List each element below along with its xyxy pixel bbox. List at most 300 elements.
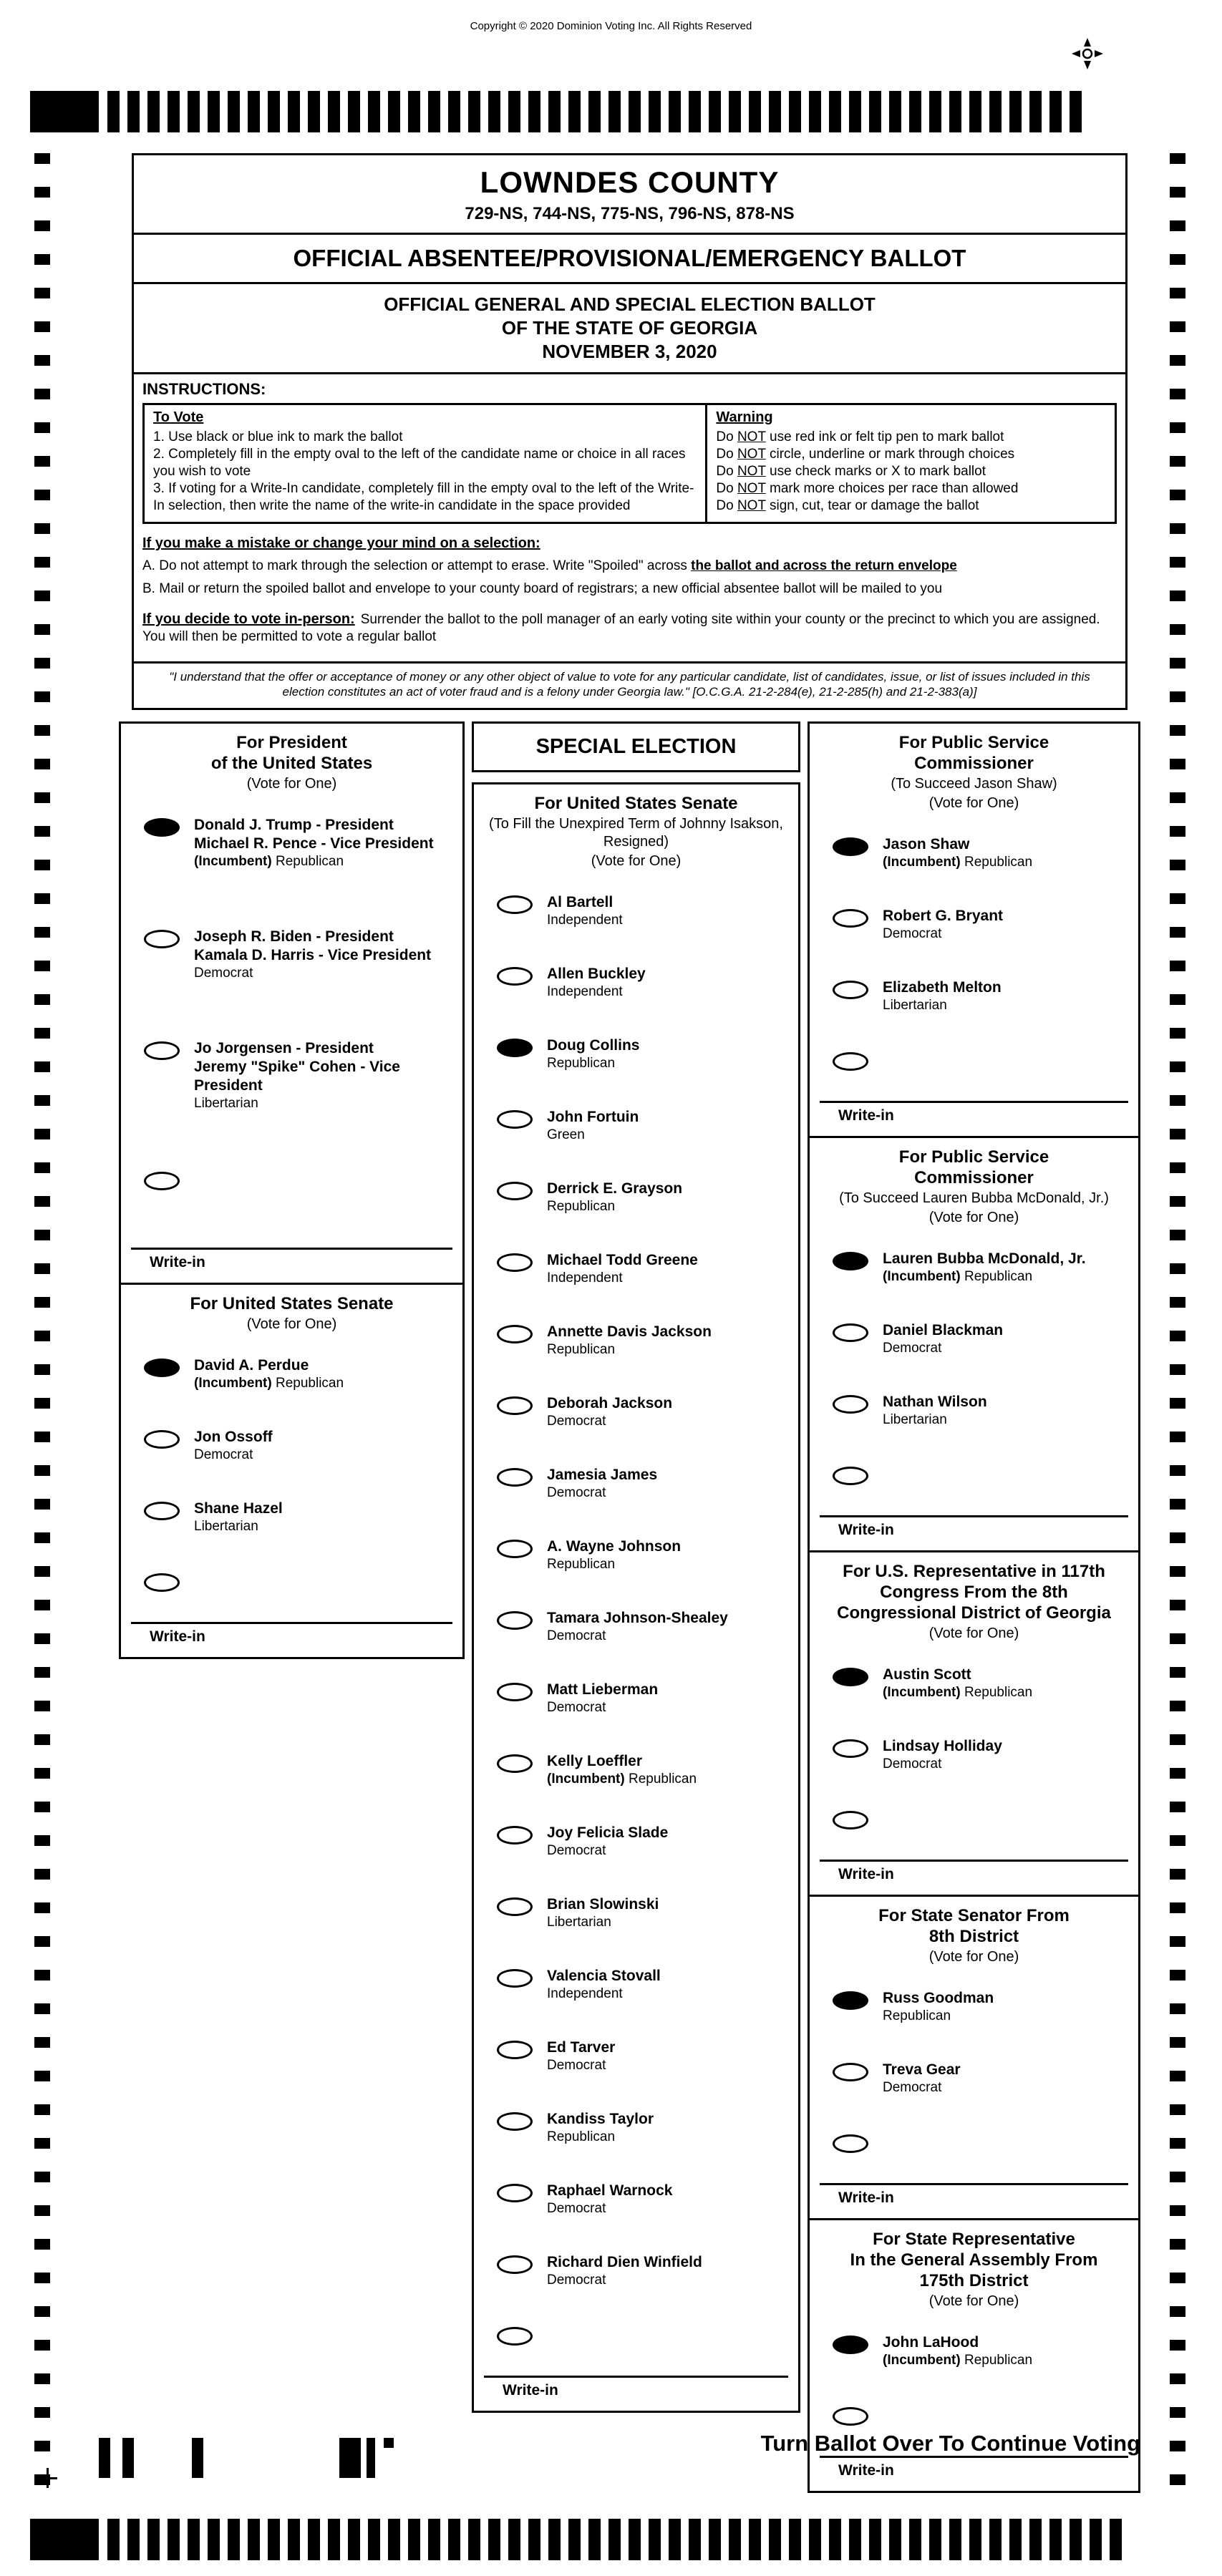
timing-mark <box>1170 1432 1185 1442</box>
timing-mark <box>689 2519 701 2560</box>
candidate-party: Democrat <box>547 1485 606 1500</box>
vote-for-label: (Vote for One) <box>928 1949 1019 1965</box>
timing-mark <box>288 2519 300 2560</box>
candidate-text <box>883 907 1003 943</box>
empty-oval[interactable] <box>497 1683 533 1701</box>
candidate-row <box>810 1321 1138 1357</box>
candidate-row <box>810 1737 1138 1773</box>
contest-columns <box>119 721 1140 2493</box>
empty-oval[interactable] <box>497 1468 533 1487</box>
candidate-party: Libertarian <box>194 1096 258 1111</box>
timing-mark <box>528 2519 540 2560</box>
timing-mark <box>34 691 50 702</box>
timing-mark <box>709 2519 721 2560</box>
candidate-name: Austin Scott <box>883 1666 971 1683</box>
timing-mark <box>408 2519 420 2560</box>
candidate-name: Jeremy "Spike" Cohen - Vice President <box>194 1059 400 1094</box>
empty-oval[interactable] <box>144 1430 180 1449</box>
candidate-name: Joseph R. Biden - President <box>194 928 394 945</box>
timing-mark <box>268 91 280 132</box>
write-in-oval[interactable] <box>833 1052 868 1071</box>
write-in-oval[interactable] <box>497 2327 533 2346</box>
contest-title-line: of the United States <box>210 754 373 773</box>
candidate-row <box>810 907 1138 943</box>
candidate-name: Annette Davis Jackson <box>547 1323 712 1340</box>
timing-mark <box>1170 2205 1185 2216</box>
candidate-text <box>883 1393 987 1429</box>
candidate-name: Deborah Jackson <box>547 1395 673 1411</box>
empty-oval[interactable] <box>497 1754 533 1773</box>
timing-mark <box>1170 153 1185 164</box>
candidate-row <box>810 1989 1138 2025</box>
candidate-party: Republican <box>547 1557 616 1572</box>
timing-mark <box>368 2519 380 2560</box>
write-in-area[interactable] <box>484 2376 788 2408</box>
timing-mark <box>869 91 881 132</box>
marked-oval[interactable] <box>833 1991 868 2010</box>
write-in-oval[interactable] <box>833 1811 868 1829</box>
candidate-row <box>810 978 1138 1014</box>
empty-oval[interactable] <box>144 1041 180 1060</box>
timing-mark <box>188 91 200 132</box>
timing-mark <box>34 658 50 669</box>
candidate-name: Allen Buckley <box>547 966 646 982</box>
timing-mark <box>1170 691 1185 702</box>
timing-mark <box>388 2519 400 2560</box>
timing-mark <box>34 860 50 870</box>
to-vote-item: 1. Use black or blue ink to mark the ballot <box>153 429 403 444</box>
code-mark <box>192 2438 203 2478</box>
timing-mark <box>1170 1768 1185 1779</box>
timing-mark <box>1170 2340 1185 2351</box>
candidate-name: Doug Collins <box>547 1037 640 1054</box>
timing-mark <box>428 2519 440 2560</box>
candidate-party: (Incumbent) Republican <box>194 1376 344 1391</box>
timing-mark <box>34 1061 50 1072</box>
timing-mark <box>1170 2407 1185 2418</box>
empty-oval[interactable] <box>497 1182 533 1200</box>
timing-mark <box>34 2037 50 2048</box>
timing-mark <box>1170 1532 1185 1543</box>
timing-mark <box>548 91 561 132</box>
timing-mark <box>1170 220 1185 231</box>
timing-mark <box>34 2003 50 2014</box>
contest-header-block <box>121 1285 462 1333</box>
empty-oval[interactable] <box>497 895 533 914</box>
timing-mark <box>989 91 1002 132</box>
timing-mark <box>729 2519 741 2560</box>
timing-mark <box>1170 1230 1185 1240</box>
candidate-party: Libertarian <box>194 1519 258 1534</box>
candidate-text <box>547 1609 728 1645</box>
warning-title: Warning <box>716 409 773 425</box>
candidate-text <box>194 1428 273 1464</box>
timing-mark <box>34 2340 50 2351</box>
timing-mark <box>34 590 50 601</box>
timing-mark <box>34 2071 50 2081</box>
contest-title-line: For State Senator From <box>878 1906 1070 1925</box>
write-in-area[interactable] <box>820 2456 1128 2488</box>
candidate-text <box>547 2038 615 2074</box>
timing-mark <box>1170 590 1185 601</box>
timing-mark <box>1170 1331 1185 1341</box>
timing-mark <box>849 2519 861 2560</box>
timing-mark <box>689 91 701 132</box>
timing-mark <box>909 91 921 132</box>
candidate-row <box>474 1967 798 2003</box>
contest-title-line: 8th District <box>928 1927 1019 1946</box>
write-in-area[interactable] <box>131 1248 452 1280</box>
timing-mark <box>208 2519 220 2560</box>
candidate-party: Independent <box>547 913 623 928</box>
timing-mark <box>789 2519 801 2560</box>
empty-oval[interactable] <box>833 909 868 928</box>
timing-mark <box>34 1835 50 1846</box>
candidate-party: Democrat <box>547 1414 606 1429</box>
candidate-text <box>883 2061 961 2096</box>
timing-mark <box>168 91 180 132</box>
timing-mark <box>1170 2071 1185 2081</box>
candidate-row <box>474 1537 798 1573</box>
timing-mark <box>34 2407 50 2418</box>
candidate-name: Russ Goodman <box>883 1990 994 2006</box>
timing-mark <box>1170 1465 1185 1476</box>
timing-mark <box>34 2441 50 2451</box>
timing-mark <box>1170 1600 1185 1610</box>
timing-mark <box>749 91 761 132</box>
contest-title-line: For U.S. Representative in 117th <box>843 1562 1105 1581</box>
code-mark <box>339 2438 361 2478</box>
timing-mark <box>1170 860 1185 870</box>
timing-mark <box>34 1970 50 1980</box>
timing-mark <box>789 91 801 132</box>
candidate-name: Al Bartell <box>547 894 614 910</box>
candidate-row <box>474 1824 798 1860</box>
timing-mark <box>1170 2239 1185 2250</box>
empty-oval[interactable] <box>833 981 868 999</box>
to-vote-box <box>142 403 707 524</box>
timing-mark <box>348 91 360 132</box>
vote-for-label: (Vote for One) <box>928 1210 1019 1225</box>
candidate-row <box>810 1666 1138 1701</box>
marked-oval[interactable] <box>833 1252 868 1270</box>
candidate-name: Ed Tarver <box>547 2039 616 2056</box>
incumbent-label: (Incumbent) <box>883 1685 964 1700</box>
election-title-block <box>134 282 1125 372</box>
timing-mark <box>34 1398 50 1409</box>
contest-subtitle: (To Fill the Unexpired Term of Johnny Isakson, Resigned) <box>489 816 783 850</box>
timing-mark <box>34 1936 50 1947</box>
empty-oval[interactable] <box>497 2184 533 2202</box>
timing-mark <box>34 2474 50 2485</box>
candidate-text <box>547 1466 657 1502</box>
code-mark <box>367 2438 375 2478</box>
timing-mark <box>1049 2519 1062 2560</box>
empty-oval[interactable] <box>497 1396 533 1415</box>
special-election-header: SPECIAL ELECTION <box>472 721 800 772</box>
candidate-text <box>547 2110 654 2146</box>
candidate-name: Jamesia James <box>547 1467 658 1483</box>
timing-mark <box>1170 2273 1185 2283</box>
timing-mark <box>468 91 480 132</box>
timing-mark <box>34 2239 50 2250</box>
contest-title-line: For State Representative <box>873 2230 1075 2249</box>
marked-oval[interactable] <box>497 1039 533 1057</box>
candidate-text <box>547 2182 672 2217</box>
timing-mark <box>107 91 120 132</box>
candidate-party: Republican <box>547 1342 616 1357</box>
ballot-content <box>119 153 1140 2493</box>
empty-oval[interactable] <box>497 1826 533 1844</box>
candidate-party: Democrat <box>547 2058 606 2073</box>
incumbent-label: (Incumbent) <box>883 855 964 870</box>
candidate-party: Independent <box>547 984 623 999</box>
timing-mark <box>1090 2519 1102 2560</box>
timing-mark <box>869 2519 881 2560</box>
contest-title-line: Commissioner <box>914 1168 1034 1187</box>
timing-mark <box>34 1028 50 1039</box>
timing-mark <box>1170 1667 1185 1678</box>
empty-oval[interactable] <box>833 1739 868 1758</box>
timing-mark <box>34 321 50 332</box>
candidate-name: David A. Perdue <box>194 1357 309 1374</box>
candidate-name: Daniel Blackman <box>883 1322 1004 1338</box>
write-in-oval[interactable] <box>833 2134 868 2153</box>
timing-mark <box>1009 91 1022 132</box>
empty-oval[interactable] <box>497 1110 533 1129</box>
timing-mark <box>1170 927 1185 938</box>
timing-mark <box>408 91 420 132</box>
empty-oval[interactable] <box>144 1502 180 1520</box>
candidate-text <box>547 965 646 1001</box>
contest-subtitle: (To Succeed Lauren Bubba McDonald, Jr.) <box>839 1190 1109 1206</box>
election-title-line2: OF THE STATE OF GEORGIA <box>501 317 758 339</box>
in-person-instructions <box>142 611 1117 646</box>
timing-mark <box>328 91 340 132</box>
write-in-oval[interactable] <box>144 1573 180 1592</box>
incumbent-label: (Incumbent) <box>883 1269 964 1284</box>
contest-title-line: For United States Senate <box>190 1294 394 1313</box>
timing-mark <box>1170 1869 1185 1880</box>
warning-list <box>716 429 1106 515</box>
empty-oval[interactable] <box>497 2112 533 2131</box>
candidate-row <box>474 2182 798 2217</box>
candidate-text <box>883 1989 994 2025</box>
candidate-party: Libertarian <box>547 1915 611 1930</box>
write-in-label: Write-in <box>150 1254 205 1270</box>
marked-oval[interactable] <box>144 818 180 837</box>
candidate-text <box>547 1681 658 1716</box>
write-in-oval-row <box>121 1170 462 1190</box>
timing-mark <box>34 826 50 837</box>
timing-mark <box>34 759 50 769</box>
code-mark <box>122 2438 134 2478</box>
column-1 <box>119 721 465 1659</box>
timing-mark <box>228 91 240 132</box>
candidate-text <box>883 1666 1032 1701</box>
timing-mark <box>147 2519 160 2560</box>
timing-mark <box>1170 557 1185 568</box>
code-mark <box>99 2438 110 2478</box>
in-person-text: Surrender the ballot to the poll manager of an early voting site within your county or the precinct to which you are assigned. You will then be permitted to vote a regular ballot <box>142 612 1100 644</box>
write-in-area[interactable] <box>820 1101 1128 1133</box>
write-in-label: Write-in <box>838 1522 894 1538</box>
empty-oval[interactable] <box>833 1323 868 1342</box>
timing-mark <box>34 893 50 904</box>
empty-oval[interactable] <box>497 967 533 986</box>
candidate-text <box>883 1321 1003 1357</box>
timing-mark <box>34 1432 50 1442</box>
timing-mark <box>1110 2519 1122 2560</box>
timing-block <box>30 91 99 132</box>
mistake-item: B. Mail or return the spoiled ballot and envelope to your county board of registrars; a new official absentee ballot will be mailed to you <box>142 581 943 596</box>
empty-oval[interactable] <box>497 1897 533 1916</box>
timing-mark <box>34 1297 50 1308</box>
contest-header-block <box>810 724 1138 812</box>
timing-mark <box>34 1701 50 1711</box>
in-person-title: If you decide to vote in-person: <box>142 611 355 627</box>
candidate-row <box>474 2110 798 2146</box>
candidate-name: Tamara Johnson-Shealey <box>547 1610 728 1626</box>
timing-mark <box>34 1196 50 1207</box>
timing-mark <box>669 91 681 132</box>
vote-for-label: (Vote for One) <box>591 853 682 869</box>
timing-mark <box>508 91 520 132</box>
write-in-area[interactable] <box>820 1860 1128 1892</box>
precinct-list: 729-NS, 744-NS, 775-NS, 796-NS, 878-NS <box>465 204 795 223</box>
write-in-label: Write-in <box>838 1866 894 1882</box>
timing-mark <box>548 2519 561 2560</box>
mistake-list <box>142 558 1117 598</box>
write-in-oval[interactable] <box>144 1172 180 1190</box>
timing-mark <box>1170 1028 1185 1039</box>
empty-oval[interactable] <box>497 2255 533 2274</box>
candidate-name: Michael R. Pence - Vice President <box>194 835 434 852</box>
candidate-text <box>883 978 1002 1014</box>
candidate-row <box>810 1393 1138 1429</box>
timing-mark <box>34 2104 50 2115</box>
marked-oval[interactable] <box>833 837 868 856</box>
incumbent-label: (Incumbent) <box>194 1376 276 1391</box>
timing-mark <box>588 2519 601 2560</box>
candidate-name: Kandiss Taylor <box>547 2111 654 2127</box>
empty-oval[interactable] <box>497 1611 533 1630</box>
vote-for-label: (Vote for One) <box>928 1625 1019 1641</box>
timing-mark <box>448 2519 460 2560</box>
marked-oval[interactable] <box>144 1359 180 1377</box>
timing-mark <box>1170 2474 1185 2485</box>
candidate-row <box>474 1036 798 1072</box>
vote-for-label: (Vote for One) <box>246 1316 337 1332</box>
timing-mark <box>1170 1936 1185 1947</box>
candidate-party: Democrat <box>547 1843 606 1858</box>
incumbent-label: (Incumbent) <box>194 854 276 869</box>
timing-mark <box>1170 456 1185 467</box>
timing-mark <box>34 220 50 231</box>
timing-mark <box>1170 1902 1185 1913</box>
write-in-oval-row <box>121 1571 462 1592</box>
contest-title-line: For Public Service <box>898 1147 1049 1167</box>
voter-fraud-notice: "I understand that the offer or acceptance of money or any other object of value to vote for any particular candidate, list of candidates, issue, or list of issues included in this election constitutes an act of voter fraud and is a felony under Georgia law." [O.C.G.A. 21-2-284(e), 21-2-285(h) and 21-2-383(a)] <box>134 661 1125 708</box>
candidate-name: Brian Slowinski <box>547 1896 659 1912</box>
candidate-party: Republican <box>547 2129 616 2144</box>
timing-mark <box>34 927 50 938</box>
timing-mark <box>969 2519 981 2560</box>
candidate-row <box>121 1039 462 1112</box>
timing-mark <box>809 2519 821 2560</box>
timing-mark <box>1170 523 1185 534</box>
candidate-text <box>194 1039 457 1112</box>
write-in-oval-row <box>810 2405 1138 2426</box>
write-in-area[interactable] <box>820 2183 1128 2215</box>
marked-oval[interactable] <box>833 1668 868 1686</box>
write-in-oval-row <box>474 2325 798 2346</box>
timing-mark <box>829 2519 841 2560</box>
candidate-party: Libertarian <box>883 1412 947 1427</box>
candidate-row <box>810 1250 1138 1285</box>
write-in-oval[interactable] <box>833 1467 868 1485</box>
candidate-name: Richard Dien Winfield <box>547 2254 702 2270</box>
contest-header-block <box>810 2220 1138 2310</box>
empty-oval[interactable] <box>497 1253 533 1272</box>
timing-mark <box>1170 288 1185 298</box>
timing-mark <box>468 2519 480 2560</box>
write-in-area[interactable] <box>131 1622 452 1654</box>
empty-oval[interactable] <box>497 1969 533 1988</box>
candidate-name: Donald J. Trump - President <box>194 817 394 833</box>
contest-title-line: For United States Senate <box>534 794 738 813</box>
empty-oval[interactable] <box>497 2041 533 2059</box>
candidate-party: Democrat <box>547 2273 606 2288</box>
candidate-text <box>547 1108 639 1144</box>
candidate-row <box>121 816 462 870</box>
timing-mark <box>608 2519 621 2560</box>
timing-mark <box>629 91 641 132</box>
empty-oval[interactable] <box>497 1325 533 1343</box>
timing-mark <box>348 2519 360 2560</box>
marked-oval[interactable] <box>833 2336 868 2354</box>
empty-oval[interactable] <box>144 930 180 948</box>
timing-mark <box>34 1532 50 1543</box>
candidate-text <box>547 1251 698 1287</box>
timing-mark <box>769 91 781 132</box>
write-in-label: Write-in <box>838 2189 894 2206</box>
timing-mark <box>368 91 380 132</box>
write-in-oval-row <box>810 1050 1138 1071</box>
timing-mark <box>34 725 50 736</box>
candidate-text <box>547 1752 697 1788</box>
vote-for-label: (Vote for One) <box>928 795 1019 811</box>
candidate-text <box>547 1180 682 1215</box>
timing-mark <box>949 2519 961 2560</box>
empty-oval[interactable] <box>497 1540 533 1558</box>
timing-mark <box>34 1162 50 1173</box>
contest-header-block <box>474 784 798 870</box>
timing-mark <box>849 91 861 132</box>
incumbent-label: (Incumbent) <box>883 2353 964 2368</box>
contest-title-line: 175th District <box>919 2271 1029 2290</box>
empty-oval[interactable] <box>833 2063 868 2081</box>
masthead-county-block <box>134 155 1125 233</box>
write-in-oval[interactable] <box>833 2407 868 2426</box>
contest-psc-shaw <box>808 721 1140 1138</box>
empty-oval[interactable] <box>833 1395 868 1414</box>
warning-item: Do NOT mark more choices per race than allowed <box>716 481 1019 496</box>
timing-mark <box>1029 2519 1042 2560</box>
write-in-area[interactable] <box>820 1515 1128 1547</box>
timing-mark <box>34 792 50 803</box>
election-date: NOVEMBER 3, 2020 <box>542 341 717 362</box>
